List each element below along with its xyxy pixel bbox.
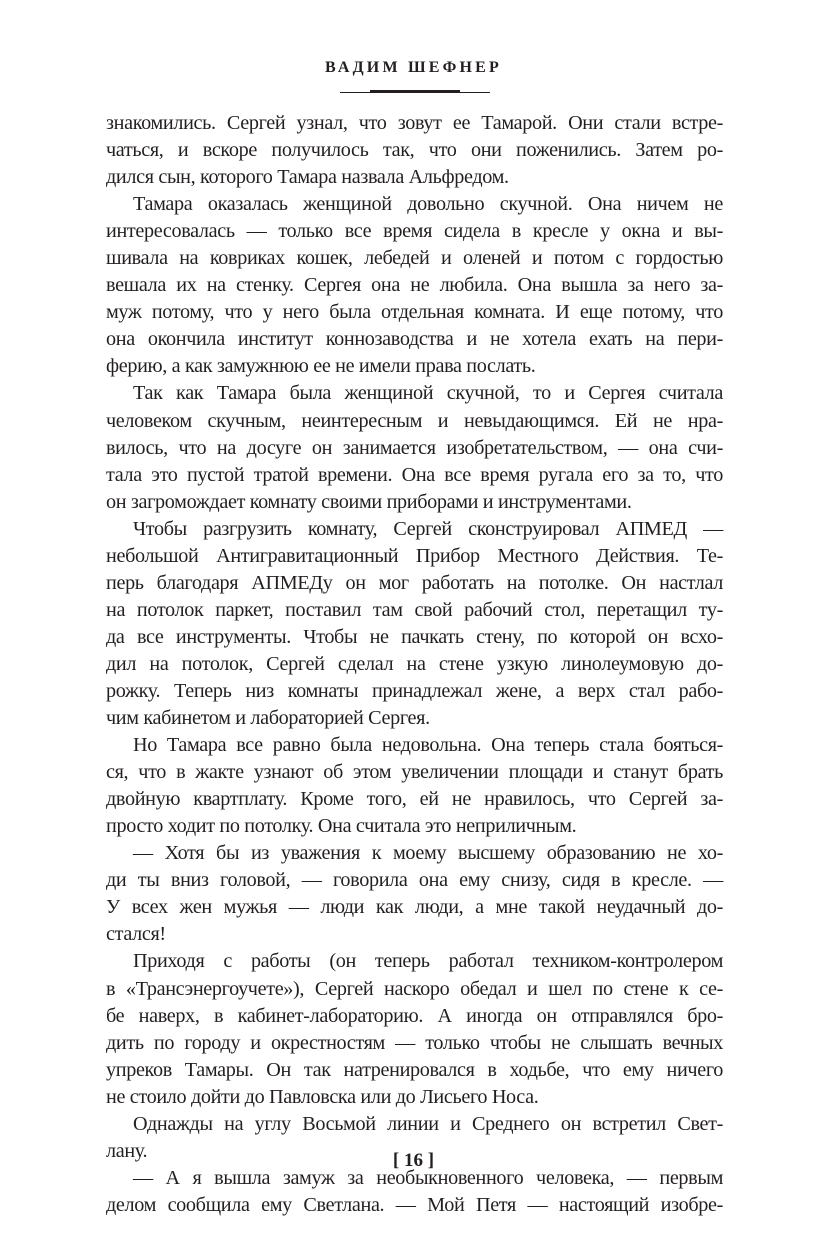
header-rule-accent (370, 90, 460, 93)
author-name: ВАДИМ ШЕФНЕР (324, 59, 503, 76)
text-line: Тамара оказалась женщиной довольно скучной. Она ничем не (133, 193, 723, 216)
text-line: в «Трансэнергоучете»), Сергей наскоро обедал и шел по стене к се- (106, 977, 723, 1000)
text-line: тала это пустой тратой времени. Она все время ругала его за то, что (106, 463, 723, 486)
text-line: стался! (106, 923, 166, 946)
text-line: ферию, а как замужнюю ее не имели права послать. (106, 355, 536, 378)
text-line: человеком скучным, неинтересным и невыдающимся. Ей не нра- (106, 409, 723, 432)
text-line: небольшой Антигравитационный Прибор Местного Действия. Те- (106, 544, 723, 567)
text-line: не стоило дойти до Павловска или до Лисьего Носа. (106, 1085, 539, 1108)
text-line: лану. (106, 1139, 148, 1162)
text-line: Так как Тамара была женщиной скучной, то и Сергея считала (133, 382, 723, 405)
body-text (106, 110, 723, 1219)
text-line: Приходя с работы (он теперь работал техником-контролером (133, 950, 723, 973)
text-line: дить по городу и окрестностям — только чтобы не слышать вечных (106, 1031, 723, 1054)
text-line: вешала их на стенку. Сергея она не любила. Она вышла за него за- (106, 274, 723, 297)
text-line: на потолок паркет, поставил там свой рабочий стол, перетащил ту- (106, 598, 723, 621)
text-line: просто ходит по потолку. Она считала это неприличным. (106, 815, 577, 838)
text-line: она окончила институт коннозаводства и не хотела ехать на пери- (106, 328, 723, 351)
text-line: да все инструменты. Чтобы не пачкать стену, по которой он всхо- (106, 625, 723, 648)
text-line: интересовалась — только все время сидела в кресле у окна и вы- (106, 220, 723, 243)
text-line: рожку. Теперь низ комнаты принадлежал жене, а верх стал рабо- (106, 679, 723, 702)
text-line: — Хотя бы из уважения к моему высшему образованию не хо- (133, 842, 723, 865)
text-line: дился сын, которого Тамара назвала Альфредом. (106, 166, 509, 189)
text-line: делом сообщила ему Светлана. — Мой Петя — настоящий изобре- (106, 1193, 723, 1216)
text-line: чим кабинетом и лабораторией Сергея. (106, 707, 430, 730)
text-line: упреков Тамары. Он так натренировался в ходьбе, что ему ничего (106, 1058, 723, 1081)
text-line: знакомились. Сергей узнал, что зовут ее Тамарой. Они стали встре- (106, 112, 723, 134)
running-head (0, 58, 827, 78)
text-line: ди ты вниз головой, — говорила она ему снизу, сидя в кресле. — (106, 869, 723, 892)
text-line: дил на потолок, Сергей сделал на стене узкую линолеумовую до- (106, 652, 723, 675)
page-number: [ 16 ] (392, 1150, 435, 1171)
text-line: Чтобы разгрузить комнату, Сергей сконструировал АПМЕД — (133, 517, 723, 540)
text-line: Но Тамара все равно была недовольна. Она теперь стала бояться- (133, 734, 723, 757)
text-line: ся, что в жакте узнают об этом увеличении площади и станут брать (106, 761, 723, 784)
text-line: перь благодаря АПМЕДу он мог работать на потолке. Он настлал (106, 571, 723, 594)
text-line: У всех жен мужья — люди как люди, а мне такой неудачный до- (106, 896, 723, 919)
text-line: — А я вышла замуж за необыкновенного человека, — первым (133, 1166, 723, 1189)
text-line: муж потому, что у него была отдельная комната. И еще потому, что (106, 301, 723, 324)
text-line: чаться, и вскоре получилось так, что они поженились. Затем ро- (106, 139, 723, 162)
text-line: бе наверх, в кабинет-лабораторию. А иногда он отправлялся бро- (106, 1004, 723, 1027)
text-line: вилось, что на досуге он занимается изобретательством, — она счи- (106, 436, 723, 459)
text-line: он загромождает комнату своими приборами и инструментами. (106, 490, 632, 513)
text-line: Однажды на углу Восьмой линии и Среднего он встретил Свет- (133, 1112, 723, 1135)
text-line: двойную квартплату. Кроме того, ей не нравилось, что Сергей за- (106, 788, 723, 811)
text-line: шивала на ковриках кошек, лебедей и оленей и потом с гордостью (106, 247, 723, 270)
